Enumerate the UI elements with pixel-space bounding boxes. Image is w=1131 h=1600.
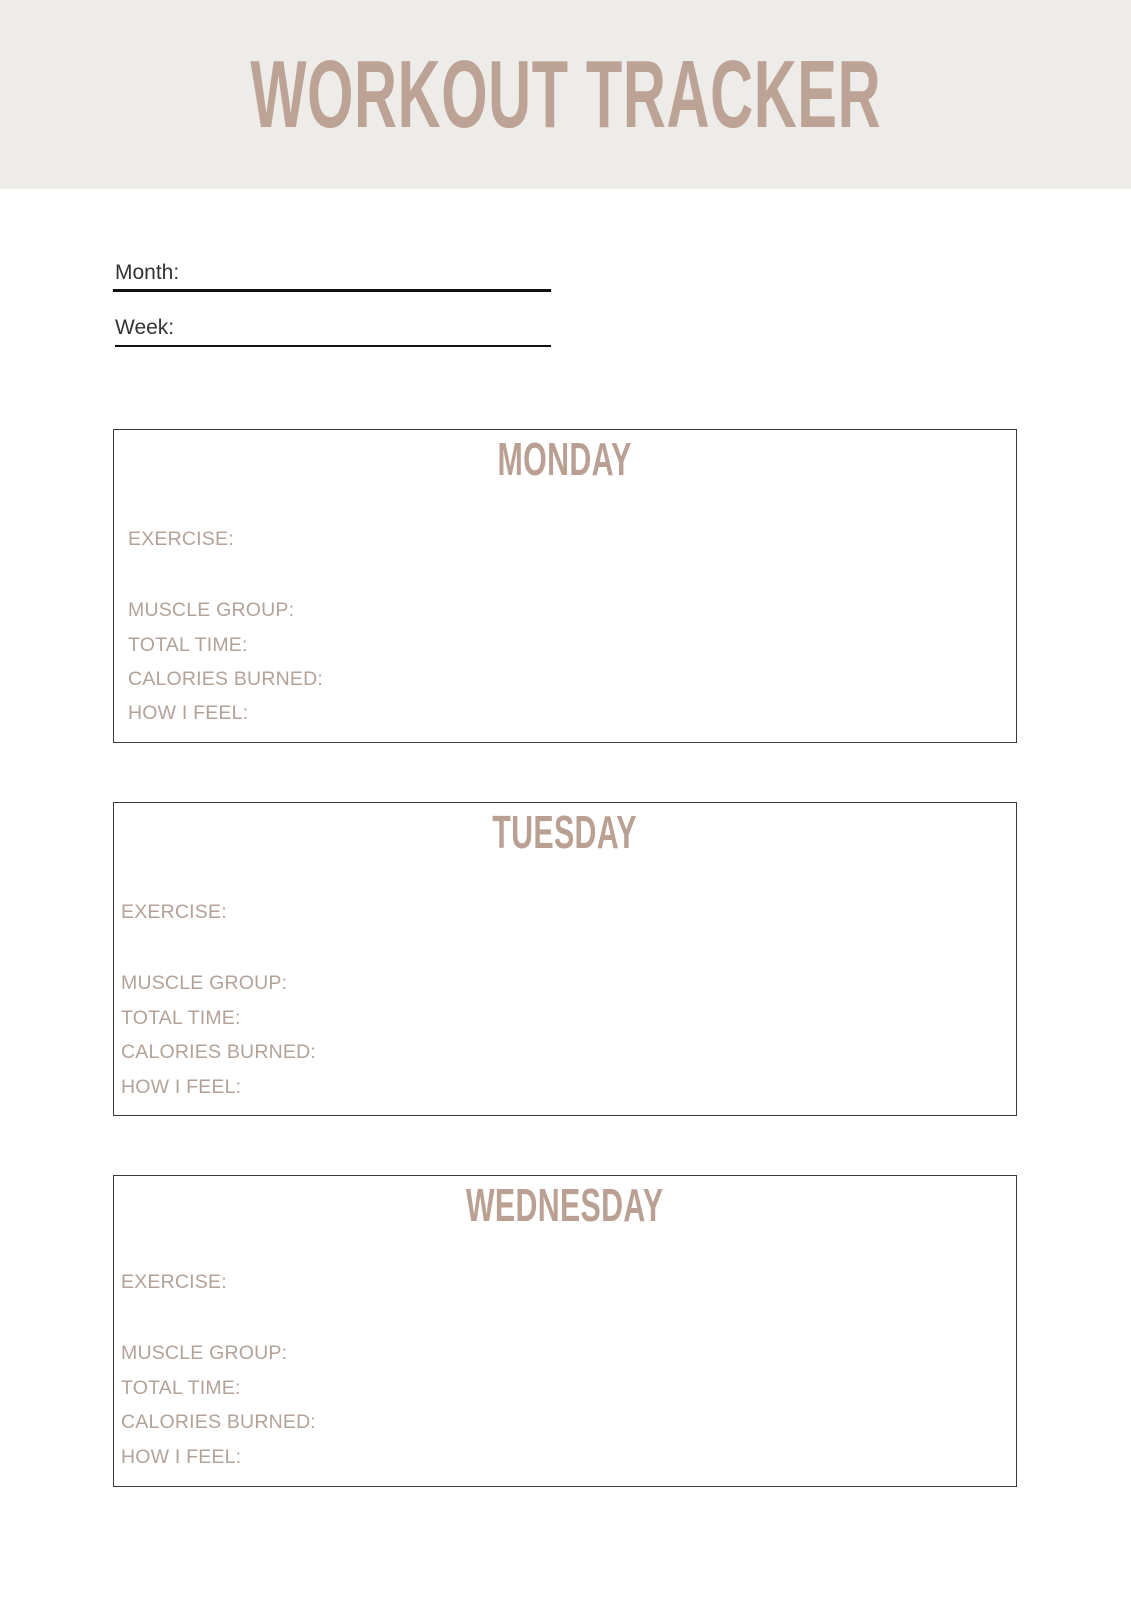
header-banner (0, 0, 1131, 189)
day-heading-wrap (114, 807, 1016, 857)
day-heading: WEDNESDAY (466, 1179, 664, 1231)
how-i-feel-label: HOW I FEEL: (121, 1076, 242, 1098)
day-heading-wrap (114, 1180, 1016, 1230)
week-label: Week: (115, 316, 175, 339)
muscle-group-label: MUSCLE GROUP: (121, 1342, 288, 1364)
week-field[interactable] (115, 313, 551, 349)
calories-burned-label: CALORIES BURNED: (121, 1041, 316, 1063)
month-underline (113, 289, 551, 292)
calories-burned-label: CALORIES BURNED: (128, 668, 323, 690)
day-heading: TUESDAY (492, 806, 638, 858)
month-field[interactable] (113, 258, 551, 294)
exercise-label: EXERCISE: (121, 901, 227, 923)
how-i-feel-label: HOW I FEEL: (121, 1446, 242, 1468)
day-heading-wrap (114, 434, 1016, 484)
page-title: WORKOUT TRACKER (250, 41, 881, 148)
page-title-wrap (0, 40, 1131, 150)
muscle-group-label: MUSCLE GROUP: (128, 599, 295, 621)
day-card-monday (113, 429, 1017, 743)
exercise-label: EXERCISE: (121, 1271, 227, 1293)
total-time-label: TOTAL TIME: (128, 634, 248, 656)
muscle-group-label: MUSCLE GROUP: (121, 972, 288, 994)
week-underline (115, 345, 551, 347)
day-card-wednesday (113, 1175, 1017, 1487)
month-label: Month: (115, 261, 180, 284)
total-time-label: TOTAL TIME: (121, 1377, 241, 1399)
exercise-label: EXERCISE: (128, 528, 234, 550)
calories-burned-label: CALORIES BURNED: (121, 1411, 316, 1433)
day-card-tuesday (113, 802, 1017, 1116)
total-time-label: TOTAL TIME: (121, 1007, 241, 1029)
how-i-feel-label: HOW I FEEL: (128, 702, 249, 724)
day-heading: MONDAY (497, 433, 633, 485)
